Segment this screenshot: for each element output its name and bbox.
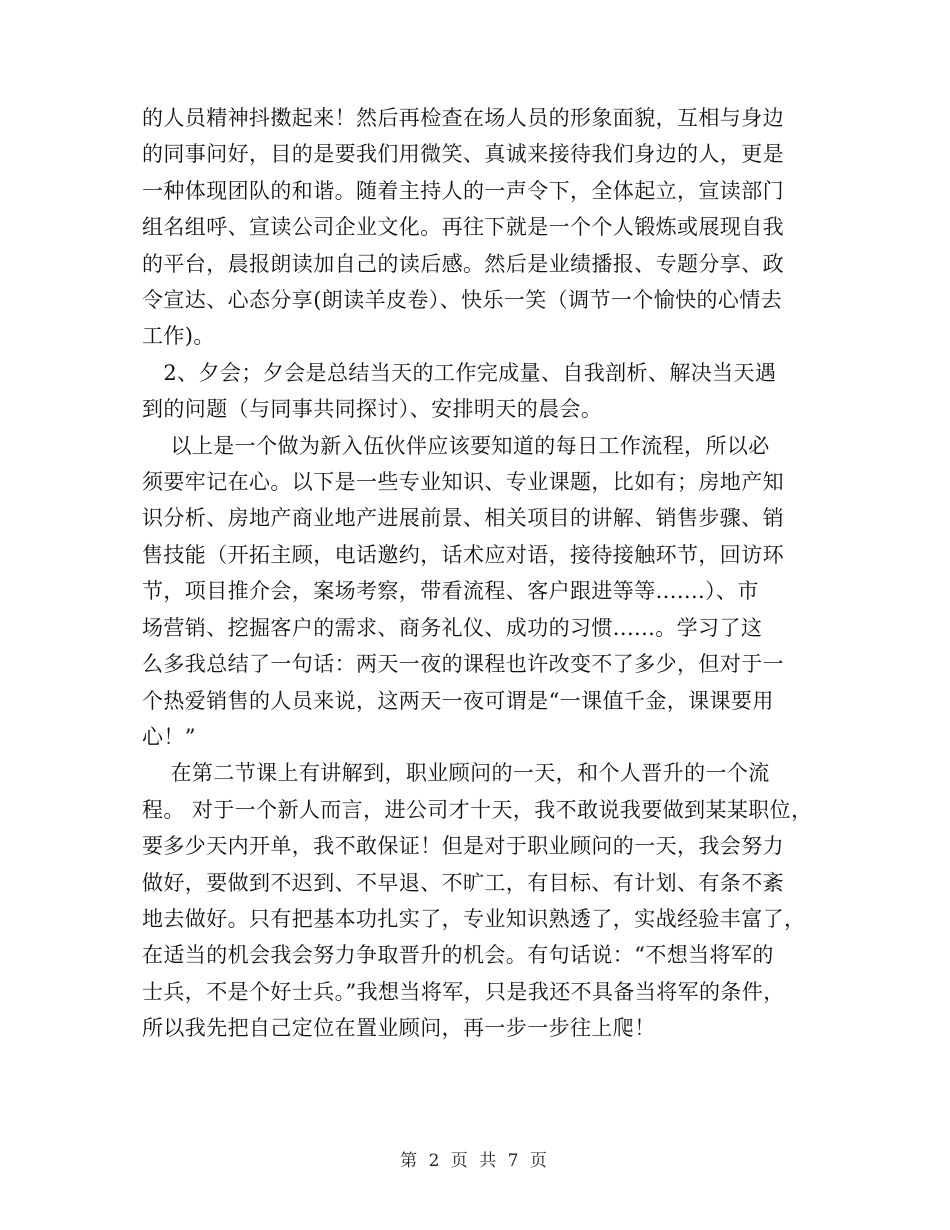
text-line: 场营销、挖掘客户的需求、商务礼仪、成功的习惯......。学习了这 — [142, 615, 763, 640]
text-line: 做好，要做到不迟到、不早退、不旷工，有目标、有计划、有条不紊 — [142, 870, 784, 895]
text-line: 要多少天内开单，我不敢保证！但是对于职业顾问的一天，我会努力 — [142, 834, 784, 859]
text-line: 的平台，晨报朗读加自己的读后感。然后是业绩播报、专题分享、政 — [142, 251, 784, 276]
text-line: 所以我先把自己定位在置业顾问，再一步一步往上爬！ — [142, 1016, 656, 1041]
text-line: 在适当的机会我会努力争取晋升的机会。有句话说：“不想当将军的 — [142, 943, 774, 968]
text-line: 节，项目推介会，案场考察，带看流程、客户跟进等等.......）、市 — [142, 579, 759, 604]
text-line: 在第二节课上有讲解到，职业顾问的一天，和个人晋升的一个流 — [142, 761, 770, 786]
text-line: 地去做好。只有把基本功扎实了，专业知识熟透了，实战经验丰富了， — [142, 906, 806, 931]
text-line: 以上是一个做为新入伍伙伴应该要知道的每日工作流程，所以必 — [142, 433, 770, 458]
text-line: 一种体现团队的和谐。随着主持人的一声令下，全体起立，宣读部门 — [142, 178, 784, 203]
text-line: 个热爱销售的人员来说，这两天一夜可谓是“一课值千金，课课要用 — [142, 688, 774, 713]
page-number-footer: 第 2 页 共 7 页 — [400, 1151, 550, 1171]
text-line: 工作)。 — [142, 324, 215, 349]
text-line: 心！” — [142, 724, 196, 749]
text-line: 令宣达、心态分享(朗读羊皮卷）、快乐一笑（调节一个愉快的心情去 — [142, 288, 783, 313]
text-line: 识分析、房地产商业地产进展前景、相关项目的讲解、销售步骤、销 — [142, 506, 784, 531]
paragraph-evening-meeting — [142, 355, 812, 428]
paragraph-career-path — [142, 755, 812, 1046]
text-line: 到的问题（与同事共同探讨）、安排明天的晨会。 — [142, 397, 603, 422]
text-line: 么多我总结了一句话：两天一夜的课程也许改变不了多少，但对于一 — [142, 652, 784, 677]
text-line: 须要牢记在心。以下是一些专业知识、专业课题，比如有；房地产知 — [142, 470, 784, 495]
text-line: 程。 对于一个新人而言，进公司才十天，我不敢说我要做到某某职位， — [142, 797, 813, 822]
text-line: 士兵，不是个好士兵。”我想当将军，只是我还不具备当将军的条件， — [142, 979, 785, 1004]
paragraph-daily-workflow — [142, 428, 812, 756]
text-line: 的人员精神抖擞起来！然后再检查在场人员的形象面貌，互相与身边 — [142, 106, 784, 130]
document-body — [142, 100, 812, 1047]
paragraph-morning-meeting — [142, 100, 812, 355]
text-line: 售技能（开拓主顾，电话邀约，话术应对语，接待接触环节，回访环 — [142, 542, 784, 567]
text-line: 2、夕会；夕会是总结当天的工作完成量、自我剖析、解决当天遇 — [142, 360, 777, 385]
text-line: 的同事问好，目的是要我们用微笑、真诚来接待我们身边的人，更是 — [142, 142, 784, 167]
text-line: 组名组呼、宣读公司企业文化。再往下就是一个个人锻炼或展现自我 — [142, 215, 784, 240]
